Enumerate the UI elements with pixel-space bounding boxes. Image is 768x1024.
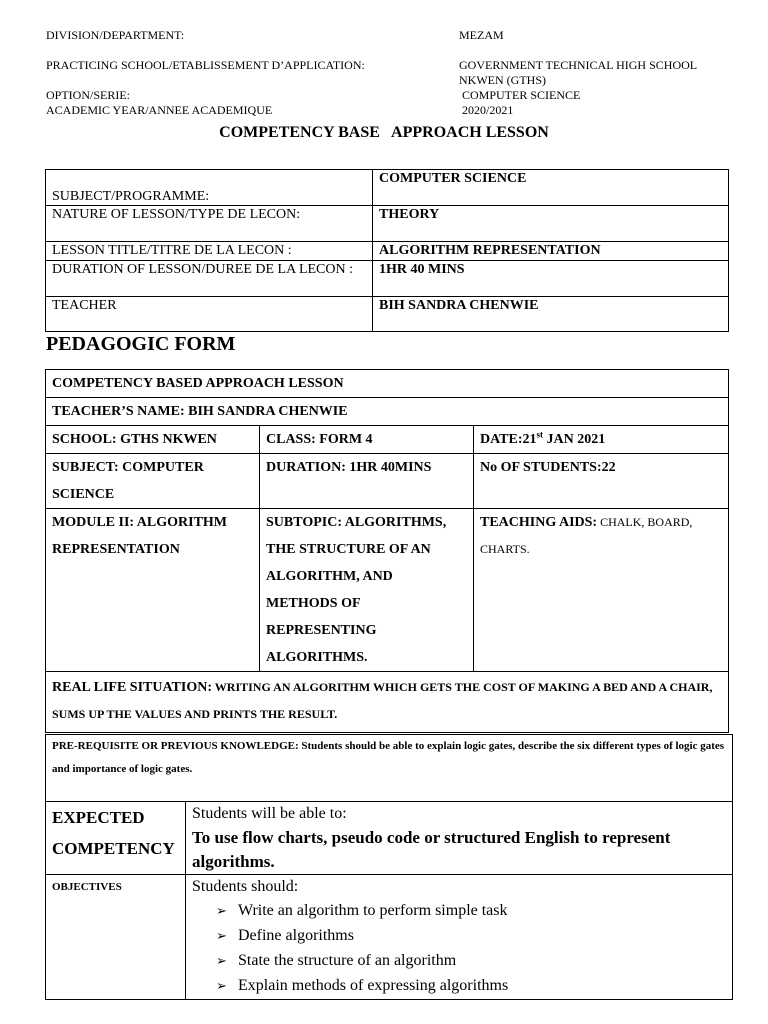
duration-label: DURATION OF LESSON/DUREE DE LA LECON : <box>46 261 373 297</box>
nature-label: NATURE OF LESSON/TYPE DE LECON: <box>46 206 373 242</box>
lesson-title-label: LESSON TITLE/TITRE DE LA LECON : <box>46 242 373 261</box>
objective-item: ➢ Explain methods of expressing algorithms <box>216 974 726 999</box>
duration-value: 1HR 40 MINS <box>373 261 729 297</box>
school-value-line1: GOVERNMENT TECHNICAL HIGH SCHOOL <box>459 58 698 72</box>
ped-class: CLASS: FORM 4 <box>260 426 474 454</box>
ped-subtopic: SUBTOPIC: ALGORITHMS, THE STRUCTURE OF AN ALGORITHM, AND METHODS OF REPRESENTING ALGORITHMS. <box>260 509 474 672</box>
ped-date <box>474 426 729 454</box>
nature-value: THEORY <box>373 206 729 242</box>
objective-item: ➢ Write an algorithm to perform simple task <box>216 899 726 924</box>
option-value: COMPUTER SCIENCE <box>462 88 581 102</box>
objective-item: ➢ State the structure of an algorithm <box>216 949 726 974</box>
year-label: ACADEMIC YEAR/ANNEE ACADEMIQUE <box>46 103 273 117</box>
objectives-label: OBJECTIVES <box>46 875 186 1000</box>
competency-statement: To use flow charts, pseudo code or structured English to represent algorithms. <box>192 828 671 871</box>
ped-teaching-aids <box>474 509 729 672</box>
subject-value: COMPUTER SCIENCE <box>373 170 729 206</box>
ped-module: MODULE II: ALGORITHM REPRESENTATION <box>46 509 260 672</box>
teacher-label: TEACHER <box>46 297 373 332</box>
rls-value: WRITING AN ALGORITHM WHICH GETS THE COST OF MAKING A BED AND A CHAIR, SUMS UP THE VALUES AND PRINTS THE RESULT. <box>52 680 713 721</box>
competency-intro: Students will be able to: <box>192 805 347 822</box>
ped-students: No OF STUDENTS:22 <box>474 454 729 509</box>
expected-competency-label: EXPECTED COMPETENCY <box>46 802 186 875</box>
objectives-intro: Students should: <box>192 878 299 895</box>
date-prefix: DATE:21 <box>480 432 537 447</box>
ped-school: SCHOOL: GTHS NKWEN <box>46 426 260 454</box>
objectives-list <box>192 899 726 999</box>
school-label: PRACTICING SCHOOL/ETABLISSEMENT D’APPLICATION: <box>46 58 365 72</box>
ped-real-life-situation <box>46 672 729 733</box>
competency-table <box>45 801 733 1000</box>
lesson-title-value: ALGORITHM REPRESENTATION <box>373 242 729 261</box>
lesson-title: COMPETENCY BASE APPROACH LESSON <box>219 124 549 141</box>
date-superscript: st <box>536 429 544 440</box>
pedagogic-form-table <box>45 369 729 733</box>
objectives-cell <box>186 875 733 1000</box>
ped-title: COMPETENCY BASED APPROACH LESSON <box>46 370 729 398</box>
ped-teacher-name: TEACHER’S NAME: BIH SANDRA CHENWIE <box>46 398 729 426</box>
school-value-line2: NKWEN (GTHS) <box>459 73 546 87</box>
division-value: MEZAM <box>459 28 504 42</box>
date-suffix: JAN 2021 <box>543 432 606 447</box>
objective-item: ➢ Define algorithms <box>216 924 726 949</box>
aids-label: TEACHING AIDS: <box>480 515 598 530</box>
pedagogic-form-heading: PEDAGOGIC FORM <box>46 333 236 355</box>
option-label: OPTION/SERIE: <box>46 88 130 102</box>
year-value: 2020/2021 <box>462 103 514 117</box>
ped-subject: SUBJECT: COMPUTER SCIENCE <box>46 454 260 509</box>
rls-label: REAL LIFE SITUATION: <box>52 680 213 695</box>
lesson-info-table <box>45 169 729 332</box>
teacher-value: BIH SANDRA CHENWIE <box>373 297 729 332</box>
ped-duration: DURATION: 1HR 40MINS <box>260 454 474 509</box>
division-label: DIVISION/DEPARTMENT: <box>46 28 185 42</box>
expected-competency-cell <box>186 802 733 875</box>
aids-value: CHALK, BOARD, CHARTS. <box>480 515 693 556</box>
subject-label: SUBJECT/PROGRAMME: <box>46 170 373 206</box>
prerequisite-box: PRE-REQUISITE OR PREVIOUS KNOWLEDGE: Students should be able to explain logic gates, describe the six different types of logic gates and importance of logic gates. <box>45 734 733 802</box>
